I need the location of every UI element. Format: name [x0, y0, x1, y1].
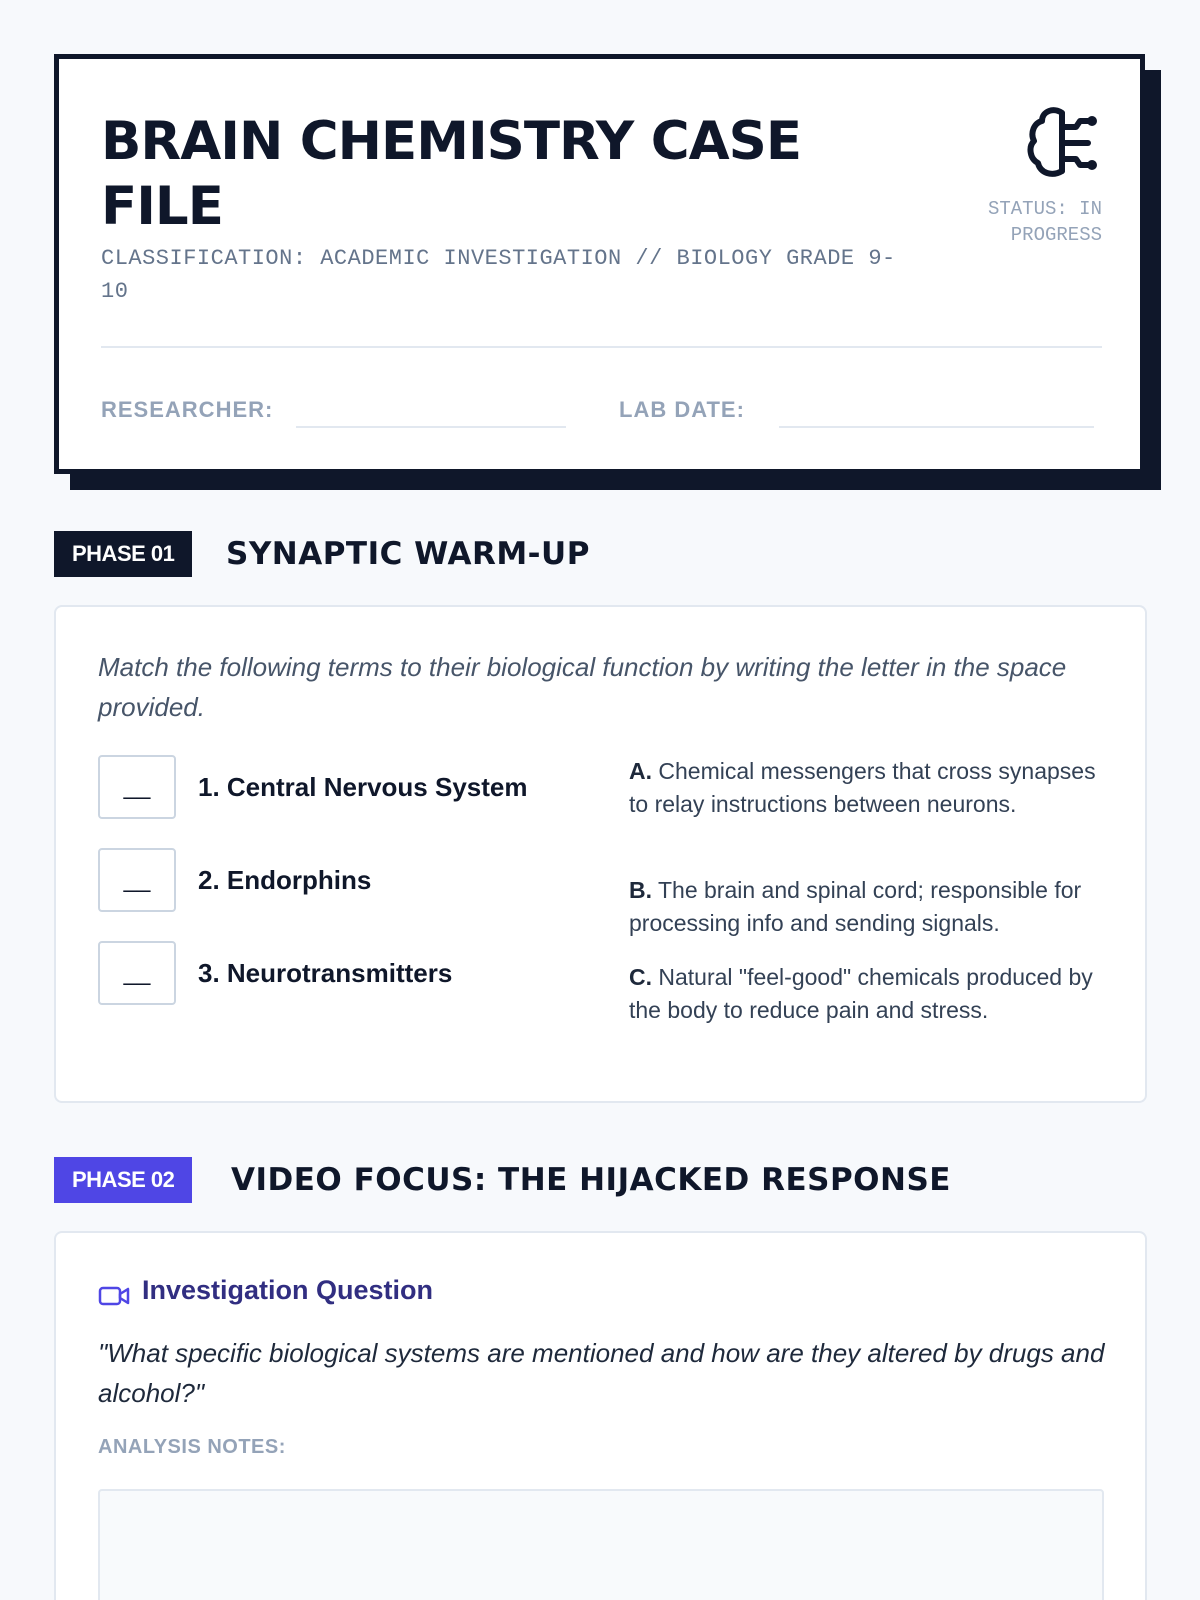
matching-instructions: Match the following terms to their biological function by writing the letter in the space provided.	[98, 652, 1067, 722]
answer-box-1[interactable]: __	[98, 755, 176, 819]
definition-c-letter: C.	[629, 964, 652, 990]
definition-a-text: Chemical messengers that cross synapses to relay instructions between neurons.	[629, 758, 1096, 817]
definition-b-letter: B.	[629, 877, 652, 903]
status-label: STATUS: IN PROGRESS	[987, 198, 1102, 246]
lab-date-label: LAB DATE:	[619, 397, 745, 422]
definition-a	[629, 755, 1099, 821]
term-label-1: 1. Central Nervous System	[198, 772, 528, 802]
phase-01-badge: PHASE 01	[54, 531, 192, 577]
phase-01-title: SYNAPTIC WARM-UP	[226, 536, 590, 572]
analysis-notes-label: ANALYSIS NOTES:	[98, 1436, 286, 1458]
analysis-notes-field[interactable]	[98, 1489, 1104, 1600]
classification-text: CLASSIFICATION: ACADEMIC INVESTIGATION // BIOLOGY GRADE 9-10	[101, 246, 896, 304]
researcher-field[interactable]	[296, 426, 566, 428]
page-title: BRAIN CHEMISTRY CASE FILE	[101, 111, 802, 237]
lab-date-field[interactable]	[779, 426, 1094, 428]
term-label-2: 2. Endorphins	[198, 865, 372, 895]
definition-b	[629, 874, 1099, 940]
case-file-header	[54, 54, 1145, 474]
definition-b-text: The brain and spinal cord; responsible for processing info and sending signals.	[629, 877, 1082, 936]
definition-c-text: Natural "feel-good" chemicals produced by the body to reduce pain and stress.	[629, 964, 1093, 1023]
header-divider	[101, 346, 1102, 348]
video-focus-card	[54, 1231, 1147, 1600]
answer-box-2[interactable]: __	[98, 848, 176, 912]
brain-circuit-icon	[1024, 103, 1100, 179]
video-camera-icon	[98, 1283, 130, 1309]
investigation-question-text: "What specific biological systems are mentioned and how are they altered by drugs and alcohol?"	[98, 1338, 1105, 1408]
researcher-label: RESEARCHER:	[101, 397, 274, 422]
definition-a-letter: A.	[629, 758, 652, 784]
answer-box-3[interactable]: __	[98, 941, 176, 1005]
phase-02-title: VIDEO FOCUS: THE HIJACKED RESPONSE	[231, 1162, 951, 1198]
term-label-3: 3. Neurotransmitters	[198, 958, 453, 988]
definition-c	[629, 961, 1099, 1027]
warmup-card	[54, 605, 1147, 1103]
phase-02-badge: PHASE 02	[54, 1157, 192, 1203]
investigation-question-title: Investigation Question	[142, 1275, 434, 1305]
